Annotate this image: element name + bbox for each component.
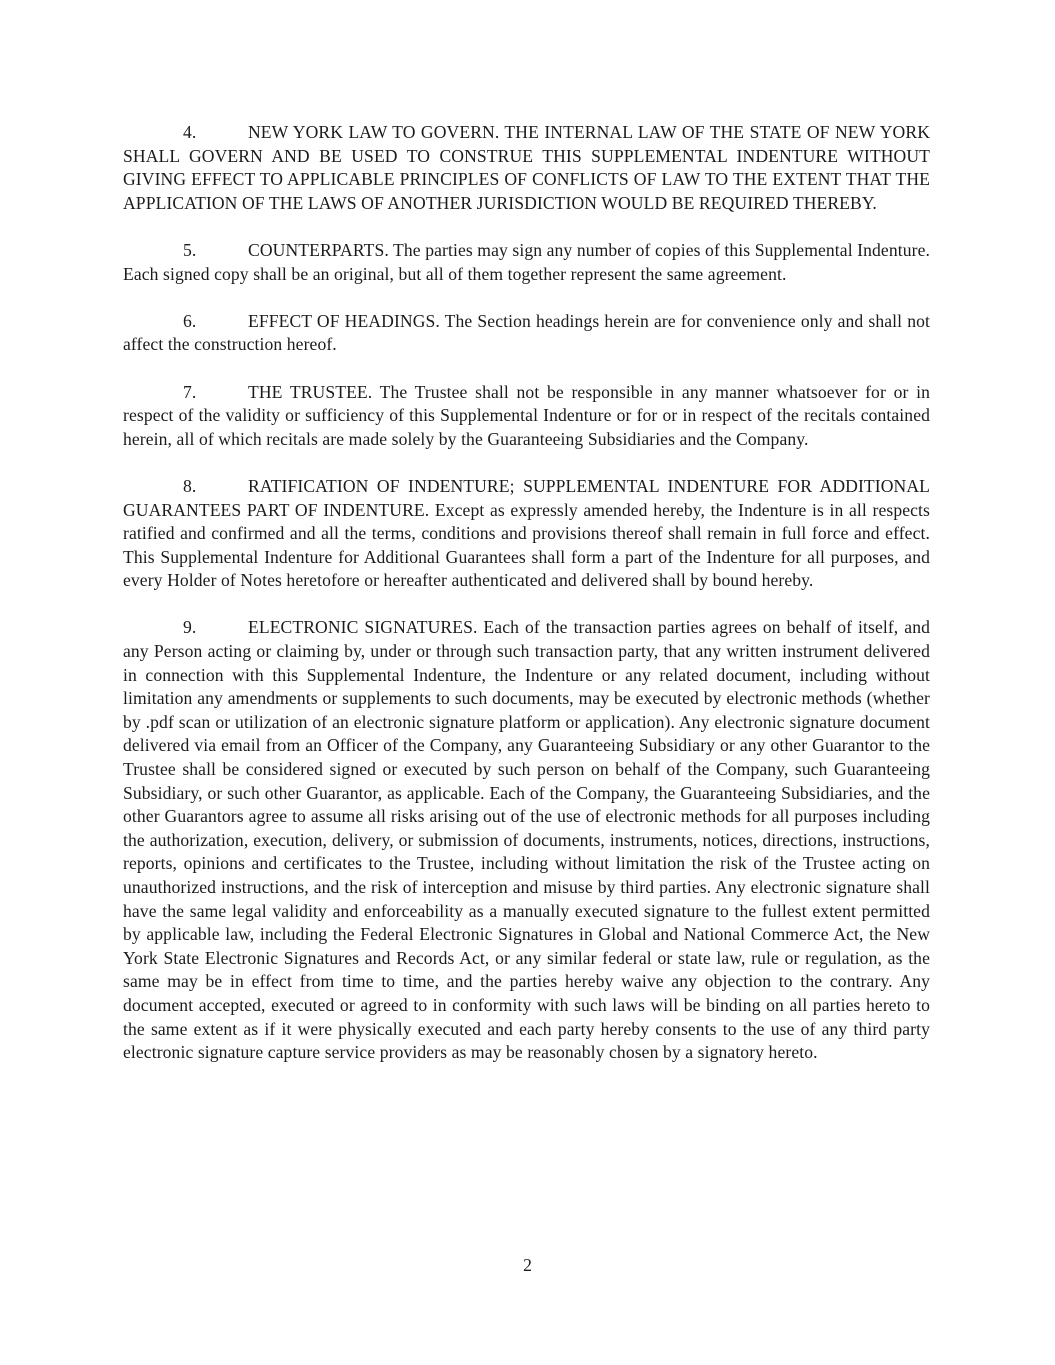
section-9-text: ELECTRONIC SIGNATURES. Each of the transaction parties agrees on behalf of itself, and any Person acting or claiming by, under or through such transaction party, that any written instrument delivered in connection with this Supplemental Indenture, the Indenture or any related document, including without limitation any amendments or supplements to such documents, may be executed by electronic methods (whether by .pdf scan or utilization of an electronic signature platform or application). Any electronic signature document delivered via email from an Officer of the Company, any Guaranteeing Subsidiary or any other Guarantor to the Trustee shall be considered signed or executed by such person on behalf of the Company, such Guaranteeing Subsidiary, or such other Guarantor, as applicable. Each of the Company, the Guaranteeing Subsidiaries, and the other Guarantors agree to assume all risks arising out of the use of electronic methods for all purposes including the authorization, execution, delivery, or submission of documents, instruments, notices, directions, instructions, reports, opinions and certificates to the Trustee, including without limitation the risk of the Trustee acting on unauthorized instructions, and the risk of interception and misuse by third parties. Any electronic signature shall have the same legal validity and enforceability as a manually executed signature to the fullest extent permitted by applicable law, including the Federal Electronic Signatures in Global and National Commerce Act, the New York State Electronic Signatures and Records Act, or any similar federal or state law, rule or regulation, as the same may be in effect from time to time, and the parties hereby waive any objection to the contrary. Any document accepted, executed or agreed to in conformity with such laws will be binding on all parties hereto to the same extent as if it were physically executed and each party hereby consents to the use of any third party electronic signature capture service providers as may be reasonably chosen by a signatory hereto. <box>123 617 930 1063</box>
page-number: 2 <box>523 1255 532 1275</box>
section-9-number: 9. <box>183 617 197 638</box>
section-5-number: 5. <box>183 239 197 260</box>
section-4-number: 4. <box>183 122 197 142</box>
section-4-text: NEW YORK LAW TO GOVERN. THE INTERNAL LAW OF THE STATE OF NEW YORK SHALL GOVERN AND BE USED TO CONSTRUE THIS SUPPLEMENTAL INDENTURE WITHOUT GIVING EFFECT TO APPLICABLE PRINCIPLES OF CONFLICTS OF LAW TO THE EXTENT THAT THE APPLICATION OF THE LAWS OF ANOTHER JURISDICTION WOULD BE REQUIRED THEREBY. <box>123 122 930 213</box>
section-7-number: 7. <box>183 381 197 402</box>
section-5-text: COUNTERPARTS. The parties may sign any number of copies of this Supplemental Indenture. Each signed copy shall be an original, but all of them together represent the same agreement. <box>123 239 930 284</box>
section-8-paragraph <box>123 475 930 593</box>
section-9-paragraph <box>123 616 930 1064</box>
section-7-paragraph <box>123 381 930 452</box>
section-8-number: 8. <box>183 475 197 496</box>
section-5-paragraph <box>123 239 930 286</box>
page-footer <box>0 1254 1055 1278</box>
section-8-text: RATIFICATION OF INDENTURE; SUPPLEMENTAL INDENTURE FOR ADDITIONAL GUARANTEES PART OF INDENTURE. Except as expressly amended hereby, the Indenture is in all respects ratified and confirmed and all the terms, conditions and provisions thereof shall remain in full force and effect. This Supplemental Indenture for Additional Guarantees shall form a part of the Indenture for all purposes, and every Holder of Notes heretofore or hereafter authenticated and delivered shall by bound hereby. <box>123 475 930 591</box>
section-7-text: THE TRUSTEE. The Trustee shall not be responsible in any manner whatsoever for or in respect of the validity or sufficiency of this Supplemental Indenture or for or in respect of the recitals contained herein, all of which recitals are made solely by the Guaranteeing Subsidiaries and the Company. <box>123 381 930 449</box>
section-6-text: EFFECT OF HEADINGS. The Section headings herein are for convenience only and shall not affect the construction hereof. <box>123 310 930 355</box>
section-6-number: 6. <box>183 310 197 331</box>
section-6-paragraph <box>123 310 930 357</box>
section-4-paragraph <box>123 121 930 215</box>
